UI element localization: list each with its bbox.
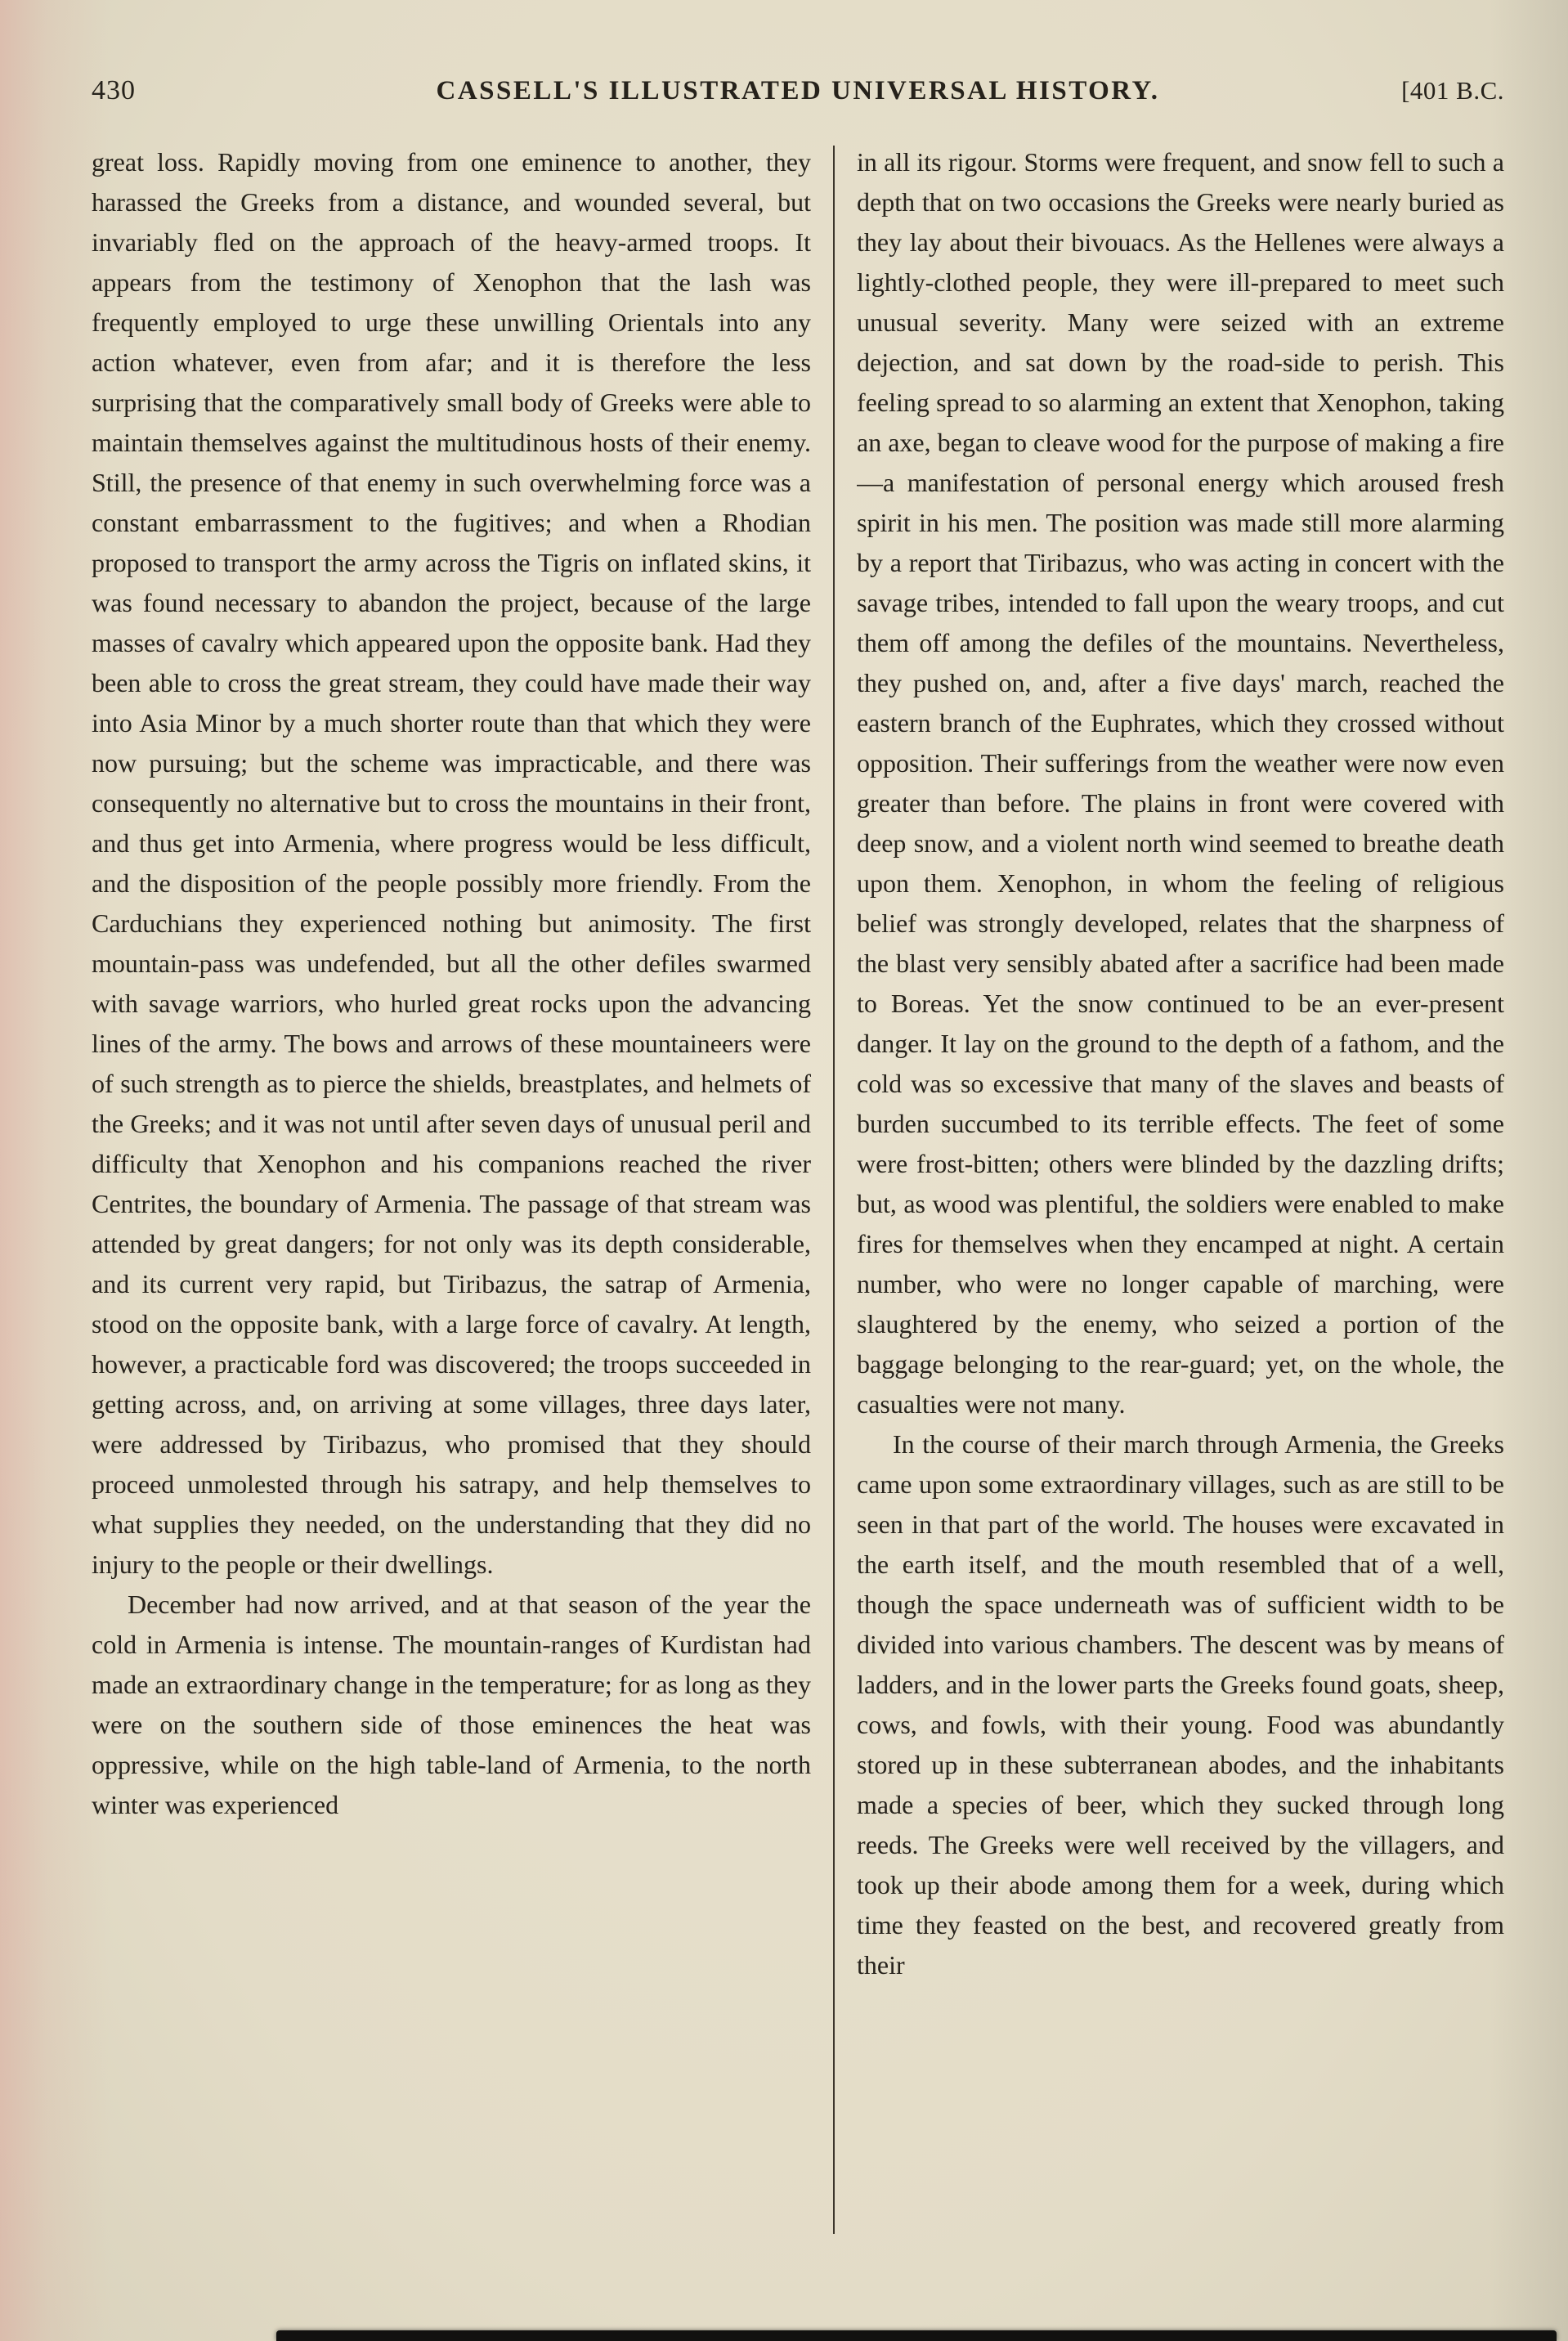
column-divider-rule xyxy=(833,146,835,2234)
left-column xyxy=(92,142,811,2242)
page-header xyxy=(0,75,1568,106)
paragraph: In the course of their march through Armenia, the Greeks came upon some extraordinary villages, such as are still to be seen in that part of the world. The houses were excavated in the earth itself, and the mouth resembled that of a well, though the space underneath was of sufficient width to be divided into various chambers. The descent was by means of ladders, and in the lower parts the Greeks found goats, sheep, cows, and fowls, with their young. Food was abundantly stored up in these subterranean abodes, and the inhabitants made a species of beer, which they sucked through long reeds. The Greeks were well received by the villagers, and took up their abode among them for a week, during which time they feasted on the best, and recovered greatly from their xyxy=(857,1429,1504,1980)
text-columns xyxy=(0,106,1568,2242)
margin-date-marker: [401 B.C. xyxy=(1401,76,1504,105)
paragraph-continuation: great loss. Rapidly moving from one eminence to another, they harassed the Greeks from a distance, and wounded several, but invariably fled on the approach of the heavy-armed troops. It appears from the testimony of Xenophon that the lash was frequently employed to urge these unwilling Orientals into any action whatever, even from afar; and it is therefore the less surprising that the comparatively small body of Greeks were able to maintain themselves against the multitudinous hosts of their enemy. Still, the presence of that enemy in such overwhelming force was a constant embarrassment to the fugitives; and when a Rhodian proposed to transport the army across the Tigris on inflated skins, it was found necessary to abandon the project, because of the large masses of cavalry which appeared upon the opposite bank. Had they been able to cross the great stream, they could have made their way into Asia Minor by a much shorter route than that which they were now pursuing; but the scheme was impracticable, and there was consequently no alternative but to cross the mountains in their front, and thus get into Armenia, where progress would be less difficult, and the disposition of the people possibly more friendly. From the Carduchians they experienced nothing but animosity. The first mountain-pass was undefended, but all the other defiles swarmed with savage warriors, who hurled great rocks upon the advancing lines of the army. The bows and arrows of these mountaineers were of such strength as to pierce the shields, breastplates, and helmets of the Greeks; and it was not until after seven days of unusual peril and difficulty that Xenophon and his companions reached the river Centrites, the boundary of Armenia. The passage of that stream was attended by great dangers; for not only was its depth considerable, and its current very rapid, but Tiribazus, the satrap of Armenia, stood on the opposite bank, with a large force of cavalry. At length, however, a practicable ford was discovered; the troops succeeded in getting across, and, on arriving at some villages, three days later, were addressed by Tiribazus, who promised that they should proceed unmolested through his satrapy, and help themselves to what supplies they needed, on the understanding that they did no injury to the people or their dwellings. xyxy=(92,147,811,1579)
scan-edge-artifact xyxy=(276,2330,1557,2341)
running-title: CASSELL'S ILLUSTRATED UNIVERSAL HISTORY. xyxy=(436,76,1160,105)
paragraph-continuation: in all its rigour. Storms were frequent, and snow fell to such a depth that on two occasions the Greeks were nearly buried as they lay about their bivouacs. As the Hellenes were always a lightly-clothed people, they were ill-prepared to meet such unusual severity. Many were seized with an extreme dejection, and sat down by the road-side to perish. This feeling spread to so alarming an extent that Xenophon, taking an axe, began to cleave wood for the purpose of making a fire—a manifestation of personal energy which aroused fresh spirit in his men. The position was made still more alarming by a report that Tiribazus, who was acting in concert with the savage tribes, intended to fall upon the weary troops, and cut them off among the defiles of the mountains. Nevertheless, they pushed on, and, after a five days' march, reached the eastern branch of the Euphrates, which they crossed without opposition. Their sufferings from the weather were now even greater than before. The plains in front were covered with deep snow, and a violent north wind seemed to breathe death upon them. Xenophon, in whom the feeling of religious belief was strongly developed, relates that the sharpness of the blast very sensibly abated after a sacrifice had been made to Boreas. Yet the snow continued to be an ever-present danger. It lay on the ground to the depth of a fathom, and the cold was so excessive that many of the slaves and beasts of burden succumbed to its terrible effects. The feet of some were frost-bitten; others were blinded by the dazzling drifts; but, as wood was plentiful, the soldiers were enabled to make fires for themselves when they encamped at night. A certain number, who were no longer capable of marching, were slaughtered by the enemy, who seized a portion of the baggage belonging to the rear-guard; yet, on the whole, the casualties were not many. xyxy=(857,147,1504,1419)
page-number: 430 xyxy=(92,75,136,105)
paragraph: December had now arrived, and at that season of the year the cold in Armenia is intense. The mountain-ranges of Kurdistan had made an extraordinary change in the temperature; for as long as they were on the southern side of those eminences the heat was oppressive, while on the high table-land of Armenia, to the north winter was experienced xyxy=(92,1590,811,1819)
right-column xyxy=(857,142,1504,2242)
